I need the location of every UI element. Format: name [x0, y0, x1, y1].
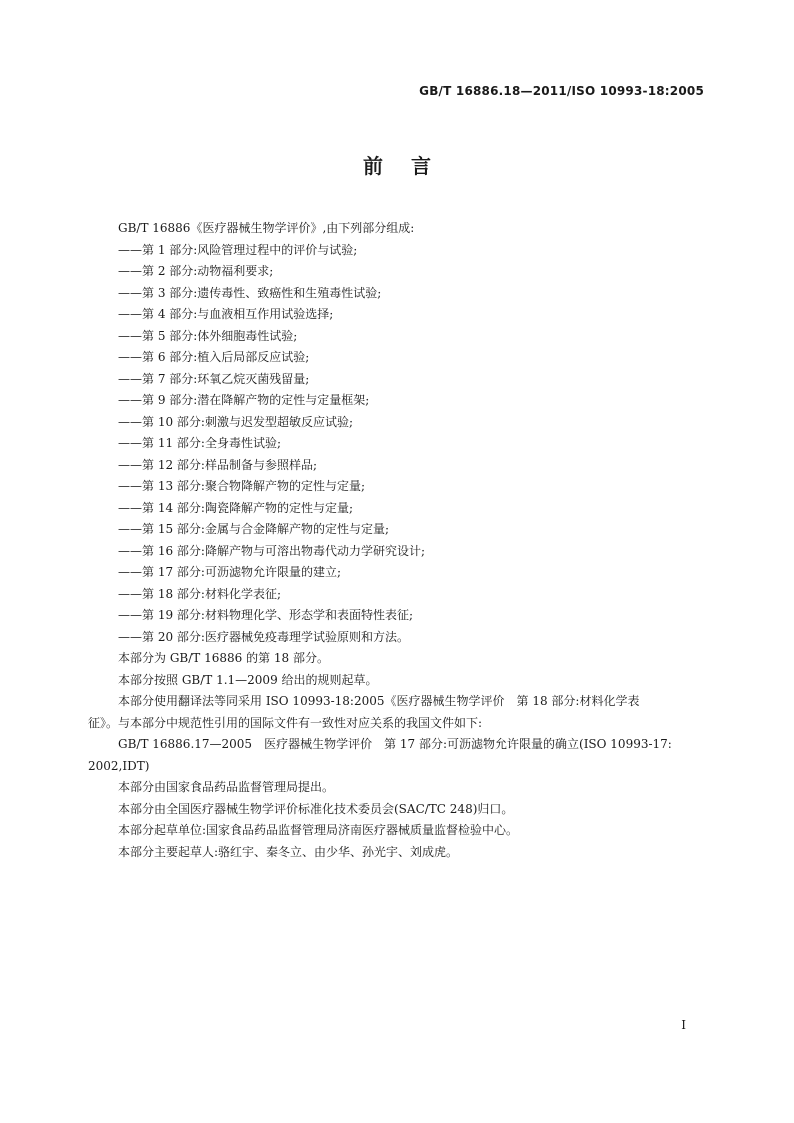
list-item: ——第 16 部分:降解产物与可溶出物毒代动力学研究设计; — [118, 543, 425, 558]
translation-line-1: 本部分使用翻译法等同采用 ISO 10993-18:2005《医疗器械生物学评价 第 18 部分:材料化学表 — [118, 694, 640, 708]
list-item: ——第 1 部分:风险管理过程中的评价与试验; — [118, 242, 358, 257]
drafting-unit-statement: 本部分起草单位:国家食品药品监督管理局济南医疗器械质量监督检验中心。 — [118, 823, 519, 837]
list-item: ——第 7 部分:环氧乙烷灭菌残留量; — [118, 371, 310, 386]
list-item: ——第 18 部分:材料化学表征; — [118, 586, 281, 601]
list-item: ——第 11 部分:全身毒性试验; — [118, 436, 281, 450]
intro-line: GB/T 16886《医疗器械生物学评价》,由下列部分组成: — [118, 221, 415, 235]
part-of-statement: 本部分为 GB/T 16886 的第 18 部分。 — [118, 651, 329, 665]
page-number: I — [681, 1018, 686, 1032]
reference-paragraph — [88, 734, 728, 777]
list-item: ——第 20 部分:医疗器械免疫毒理学试验原则和方法。 — [118, 629, 409, 644]
parts-list — [118, 240, 718, 649]
list-item: ——第 12 部分:样品制备与参照样品; — [118, 457, 317, 472]
list-item: ——第 13 部分:聚合物降解产物的定性与定量; — [118, 479, 365, 493]
list-item: ——第 4 部分:与血液相互作用试验选择; — [118, 307, 334, 321]
reference-line-1: GB/T 16886.17—2005 医疗器械生物学评价 第 17 部分:可沥滤物允许限量的确立(ISO 10993-17: — [118, 737, 672, 751]
drafting-rules-statement: 本部分按照 GB/T 1.1—2009 给出的规则起草。 — [118, 672, 378, 687]
list-item: ——第 3 部分:遗传毒性、致癌性和生殖毒性试验; — [118, 285, 382, 300]
list-item: ——第 2 部分:动物福利要求; — [118, 264, 274, 278]
list-item: ——第 15 部分:金属与合金降解产物的定性与定量; — [118, 522, 389, 536]
list-item: ——第 19 部分:材料物理化学、形态学和表面特性表征; — [118, 608, 413, 622]
standard-code-header: GB/T 16886.18—2011/ISO 10993-18:2005 — [419, 84, 704, 98]
list-item: ——第 17 部分:可沥滤物允许限量的建立; — [118, 565, 341, 579]
centralized-by-statement: 本部分由全国医疗器械生物学评价标准化技术委员会(SAC/TC 248)归口。 — [118, 801, 514, 816]
proposed-by-statement: 本部分由国家食品药品监督管理局提出。 — [118, 780, 335, 794]
list-item: ——第 6 部分:植入后局部反应试验; — [118, 350, 310, 364]
reference-line-2: 2002,IDT) — [88, 758, 150, 773]
translation-line-2: 征》。与本部分中规范性引用的国际文件有一致性对应关系的我国文件如下: — [88, 715, 483, 730]
list-item: ——第 9 部分:潜在降解产物的定性与定量框架; — [118, 393, 370, 407]
list-item: ——第 14 部分:陶瓷降解产物的定性与定量; — [118, 500, 353, 515]
translation-paragraph — [88, 691, 728, 734]
drafters-statement: 本部分主要起草人:骆红宇、秦冬立、由少华、孙光宇、刘成虎。 — [118, 844, 459, 859]
page-title: 前言 — [363, 154, 459, 178]
list-item: ——第 5 部分:体外细胞毒性试验; — [118, 328, 298, 343]
list-item: ——第 10 部分:刺激与迟发型超敏反应试验; — [118, 414, 353, 429]
foreword-body — [88, 218, 718, 863]
